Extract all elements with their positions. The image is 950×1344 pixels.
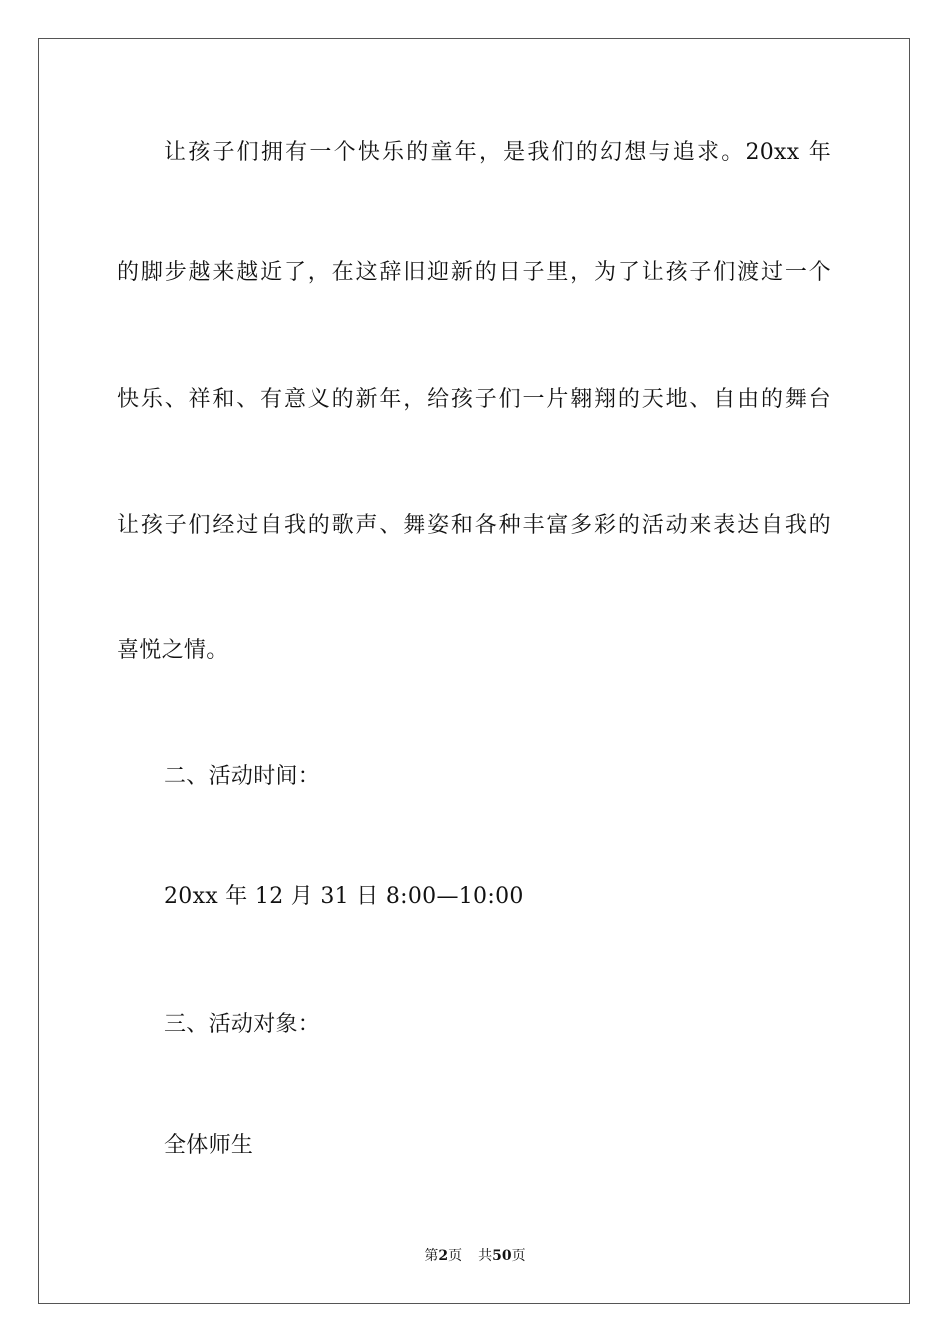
paragraph-line-5: 喜悦之情。	[117, 638, 229, 663]
page-footer	[0, 1246, 950, 1266]
footer-page-prefix: 第	[424, 1248, 439, 1264]
footer-total-prefix: 共	[478, 1248, 493, 1264]
section-target-value: 全体师生	[164, 1133, 254, 1158]
page-border	[38, 38, 910, 1304]
section-target-heading: 三、活动对象：	[164, 1012, 321, 1037]
footer-total-number: 50	[492, 1248, 512, 1264]
paragraph-line-4: 让孩子们经过自我的歌声、舞姿和各种丰富多彩的活动来表达自我的	[117, 513, 831, 538]
footer-page-suffix: 页	[448, 1248, 463, 1264]
section-time-heading: 二、活动时间：	[164, 764, 321, 789]
paragraph-line-2: 的脚步越来越近了，在这辞旧迎新的日子里，为了让孩子们渡过一个	[117, 260, 831, 285]
section-time-value: 20xx 年 12 月 31 日 8:00—10:00	[164, 884, 524, 909]
paragraph-line-1: 让孩子们拥有一个快乐的童年，是我们的幻想与追求。20xx 年	[164, 140, 831, 165]
paragraph-line-3: 快乐、祥和、有意义的新年，给孩子们一片翱翔的天地、自由的舞台	[117, 387, 831, 412]
footer-total-suffix: 页	[511, 1248, 526, 1264]
footer-page-number: 2	[438, 1248, 449, 1264]
